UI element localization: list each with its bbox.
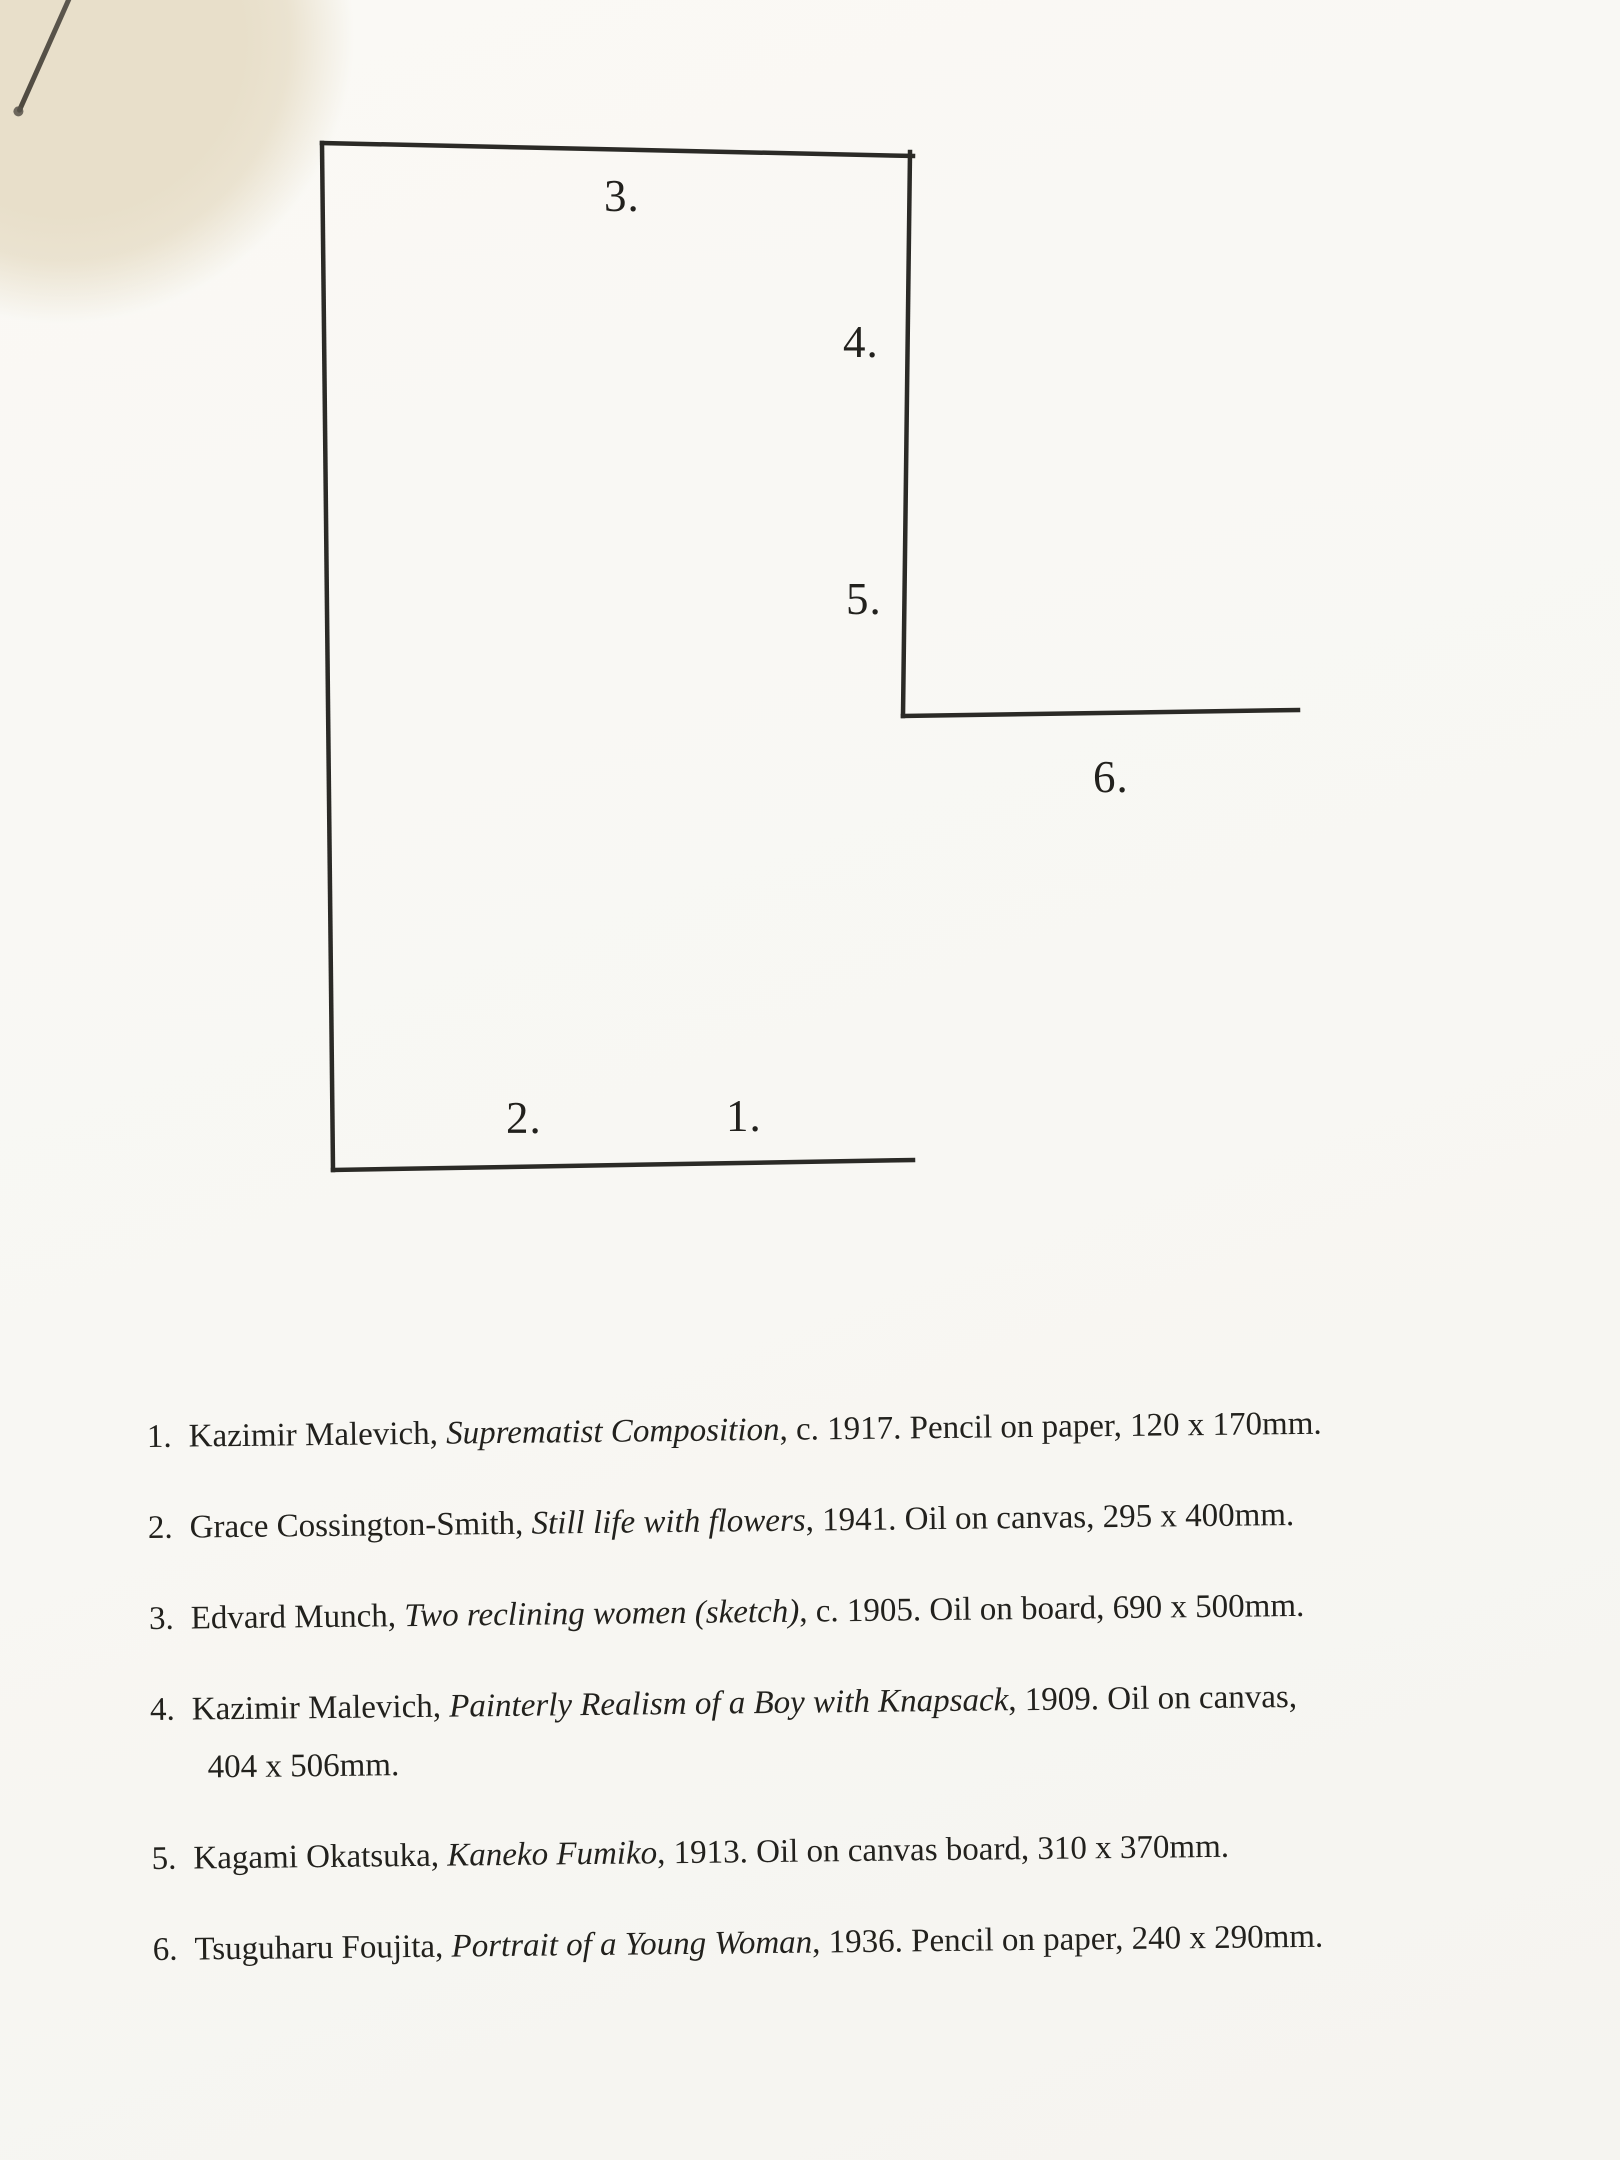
artwork-title: Two reclining women (sketch) [404,1593,800,1635]
entry-details: , 1941. Oil on canvas, 295 x 400mm. [805,1497,1295,1539]
artist-name: Kazimir Malevich, [188,1415,447,1455]
artwork-title: Suprematist Composition [445,1411,780,1452]
artwork-title: Kaneko Fumiko [447,1835,658,1874]
entry-number: 3. [148,1600,174,1638]
entry-number: 1. [146,1418,172,1456]
artwork-position-label: 6. [1093,752,1129,802]
entry-number: 6. [152,1931,178,1968]
artist-name: Grace Cossington-Smith, [189,1505,532,1546]
entry-details: , 1909. Oil on canvas, [1008,1678,1298,1719]
catalog-entry [152,1905,1583,1979]
artwork-position-label: 2. [506,1093,542,1143]
entry-details: , c. 1917. Pencil on paper, 120 x 170mm. [779,1405,1322,1448]
entry-details: , 1936. Pencil on paper, 240 x 290mm. [811,1918,1324,1961]
entry-details: , c. 1905. Oil on board, 690 x 500mm. [799,1587,1305,1630]
artwork-position-label: 5. [846,574,882,624]
artwork-position-label: 1. [726,1091,762,1141]
catalog-entry [149,1574,1580,1648]
artist-name: Tsuguharu Foujita, [194,1928,452,1968]
catalog-entry [151,1814,1582,1888]
artist-name: Kazimir Malevich, [191,1688,450,1728]
artwork-title: Painterly Realism of a Boy with Knapsack [449,1682,1009,1725]
entry-number: 2. [147,1509,173,1547]
entry-number: 4. [149,1691,175,1728]
artwork-title: Portrait of a Young Woman [451,1924,813,1965]
artwork-list [147,1392,1584,2012]
artwork-position-label: 3. [604,171,640,221]
catalog-entry [148,1483,1579,1557]
catalog-entry [150,1665,1581,1797]
artist-name: Edvard Munch, [190,1598,405,1637]
entry-number: 5. [151,1840,177,1877]
entry-details-continued: 404 x 506mm. [207,1747,400,1786]
artwork-position-label: 4. [843,317,879,367]
artwork-title: Still life with flowers [531,1502,806,1542]
entry-details: , 1913. Oil on canvas board, 310 x 370mm. [656,1828,1230,1872]
artist-name: Kagami Okatsuka, [193,1837,448,1877]
